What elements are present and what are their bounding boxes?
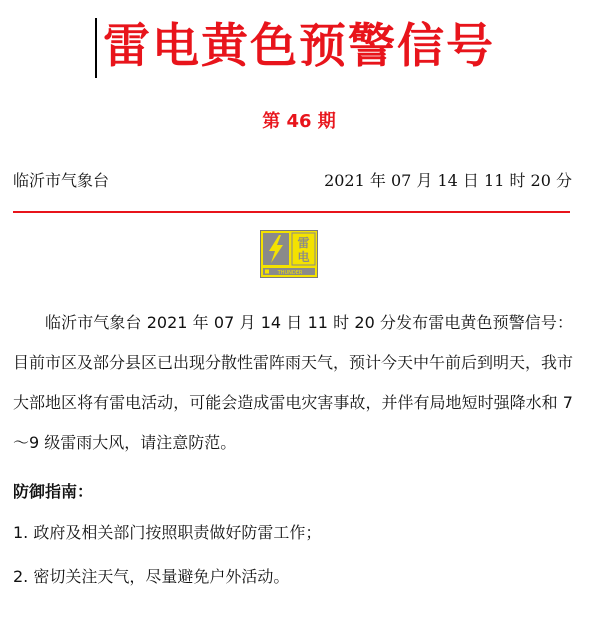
issuing-agency: 临沂市气象台 [13,171,110,190]
icon-label-bottom: 电 [297,250,310,264]
icon-footer-text: THUNDER [277,270,303,276]
warning-paragraph: 临沂市气象台 2021 年 07 月 14 日 11 时 20 分发布雷电黄色预警信号：目前市区及部分县区已出现分散性雷阵雨天气，预计今天中午前后到明天，我市大部地区将有雷电活动，可能会造成雷电灾害事故，并伴有局地短时强降水和 7～9 级雷雨大风，请注意防范。 [13,313,574,452]
guide-item-1: 1. 政府及相关部门按照职责做好防雷工作； [13,523,322,542]
issue-datetime: 2021 年 07 月 14 日 11 时 20 分 [324,171,572,190]
defense-guide-heading: 防御指南： [13,482,94,501]
document-title: 雷电黄色预警信号 [103,19,495,74]
guide-item-2: 2. 密切关注天气，尽量避免户外活动。 [13,567,290,586]
icon-label-top: 雷 [297,236,310,250]
thunder-yellow-warning-icon [260,230,318,278]
red-divider [13,211,570,213]
issue-number: 第 46 期 [262,111,336,132]
